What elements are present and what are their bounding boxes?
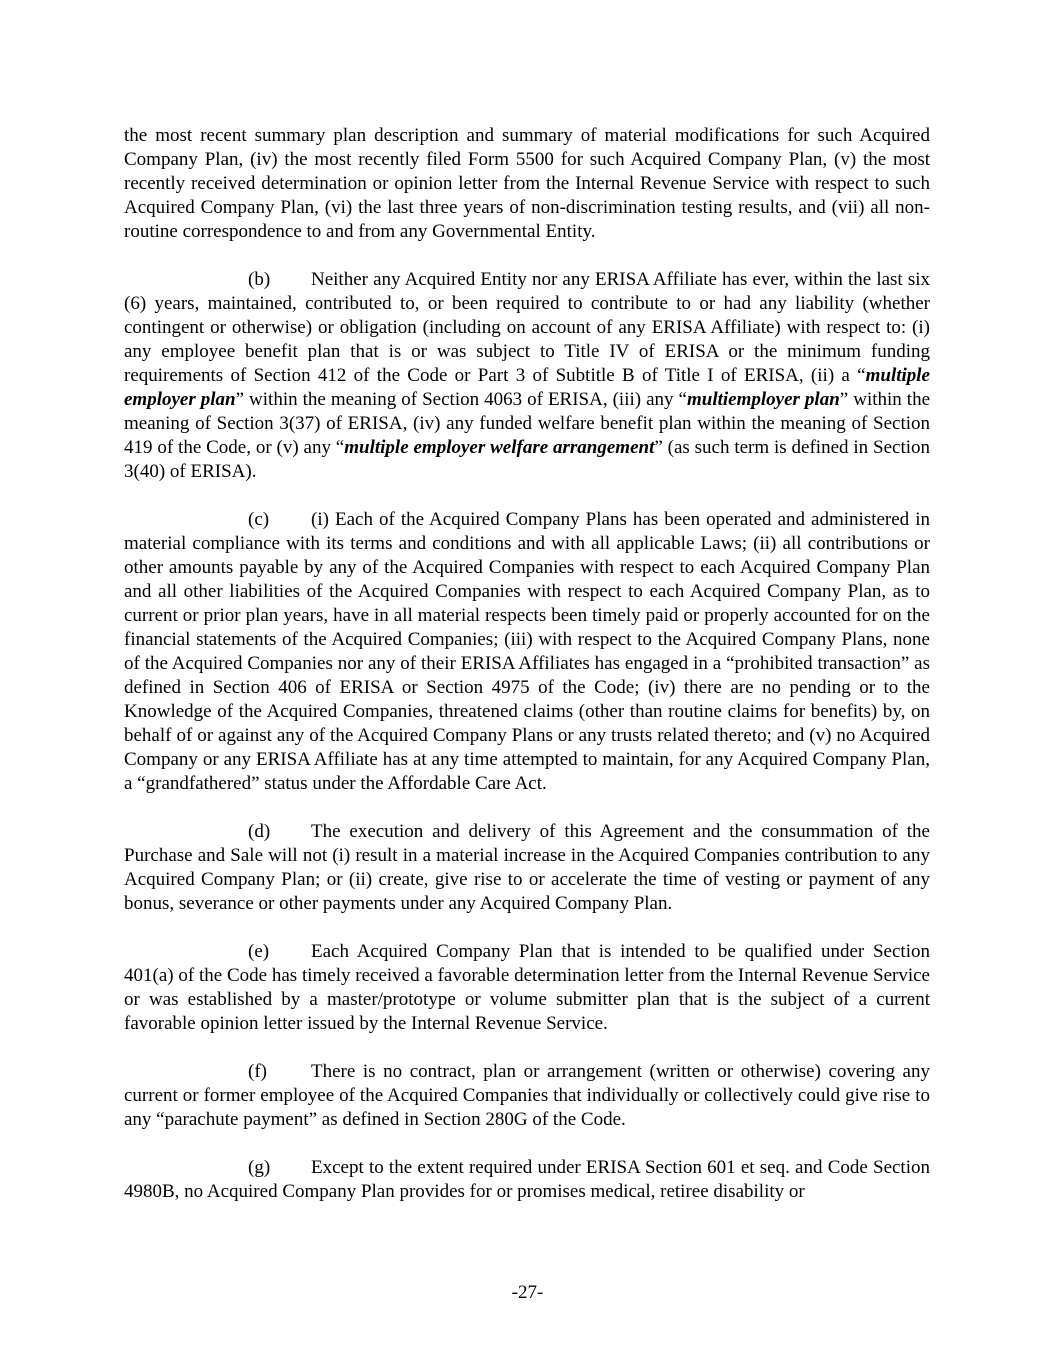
section-c-paragraph — [124, 508, 930, 796]
section-g-text: Except to the extent required under ERISA Section 601 et seq. and Code Section 4980B, no Acquired Company Plan provides for or promises medical, retiree disability or — [124, 1157, 930, 1202]
page-number: -27- — [511, 1282, 544, 1303]
section-f-text: There is no contract, plan or arrangement (written or otherwise) covering any current or former employee of the Acquired Companies that individually or collectively could give rise to any “parachute payment” as defined in Section 280G of the Code. — [124, 1061, 930, 1130]
section-c-text: (i) Each of the Acquired Company Plans has been operated and administered in material compliance with its terms and conditions and with all applicable Laws; (ii) all contributions or other amounts payable by any of the Acquired Companies with respect to each Acquired Company Plan and all other liabilities of the Acquired Companies with respect to each Acquired Company Plan, as to current or prior plan years, have in all material respects been timely paid or properly accounted for on the financial statements of the Acquired Companies; (iii) with respect to the Acquired Company Plans, none of the Acquired Companies nor any of their ERISA Affiliates has engaged in a “prohibited transaction” as defined in Section 406 of ERISA or Section 4975 of the Code; (iv) there are no pending or to the Knowledge of the Acquired Companies, threatened claims (other than routine claims for benefits) by, on behalf of or against any of the Acquired Company Plans or any trusts related thereto; and (v) no Acquired Company or any ERISA Affiliate has at any time attempted to maintain, for any Acquired Company Plan, a “grandfathered” status under the Affordable Care Act. — [124, 509, 930, 794]
term-multiple-employer-plan: multiple employer plan — [124, 365, 930, 410]
section-b-paragraph — [124, 268, 930, 484]
section-f-paragraph — [124, 1060, 930, 1132]
section-b-text-3: ” within the meaning of Section 3(37) of ERISA, (iv) any funded welfare benefit plan within the meaning of Section 419 of the Code, or (v) any “ — [124, 389, 931, 458]
term-multiple-employer-welfare-arrangement: multiple employer welfare arrangement — [344, 437, 655, 458]
document-body — [124, 124, 930, 1228]
section-b-label: (b) — [248, 269, 271, 290]
section-b-text-2: ” within the meaning of Section 4063 of ERISA, (iii) any “ — [235, 389, 687, 410]
section-e-label: (e) — [248, 941, 270, 962]
section-d-label: (d) — [248, 821, 271, 842]
section-b-text-4: ” (as such term is defined in Section 3(40) of ERISA). — [124, 437, 931, 482]
intro-paragraph: the most recent summary plan description and summary of material modifications for such Acquired Company Plan, (iv) the most recently filed Form 5500 for such Acquired Company Plan, (v) the most recently received determination or opinion letter from the Internal Revenue Service with respect to such Acquired Company Plan, (vi) the last three years of non-discrimination testing results, and (vii) all non-routine correspondence to and from any Governmental Entity. — [124, 125, 930, 242]
term-multiemployer-plan: multiemployer plan — [686, 389, 840, 410]
section-g-label: (g) — [248, 1157, 271, 1178]
section-c-label: (c) — [248, 509, 270, 530]
section-b-text-1: Neither any Acquired Entity nor any ERISA Affiliate has ever, within the last six (6) years, maintained, contributed to, or been required to contribute to or had any liability (whether contingent or otherwise) or obligation (including on account of any ERISA Affiliate) with respect to: (i) any employee benefit plan that is or was subject to Title IV of ERISA or the minimum funding requirements of Section 412 of the Code or Part 3 of Subtitle B of Title I of ERISA, (ii) a “ — [124, 269, 930, 386]
section-d-text: The execution and delivery of this Agreement and the consummation of the Purchase and Sale will not (i) result in a material increase in the Acquired Companies contribution to any Acquired Company Plan; or (ii) create, give rise to or accelerate the time of vesting or payment of any bonus, severance or other payments under any Acquired Company Plan. — [124, 821, 930, 914]
section-d-paragraph — [124, 820, 930, 916]
section-e-text: Each Acquired Company Plan that is intended to be qualified under Section 401(a) of the Code has timely received a favorable determination letter from the Internal Revenue Service or was established by a master/prototype or volume submitter plan that is the subject of a current favorable opinion letter issued by the Internal Revenue Service. — [124, 941, 930, 1034]
section-g-paragraph — [124, 1156, 930, 1204]
section-f-label: (f) — [248, 1061, 267, 1082]
section-e-paragraph — [124, 940, 930, 1036]
